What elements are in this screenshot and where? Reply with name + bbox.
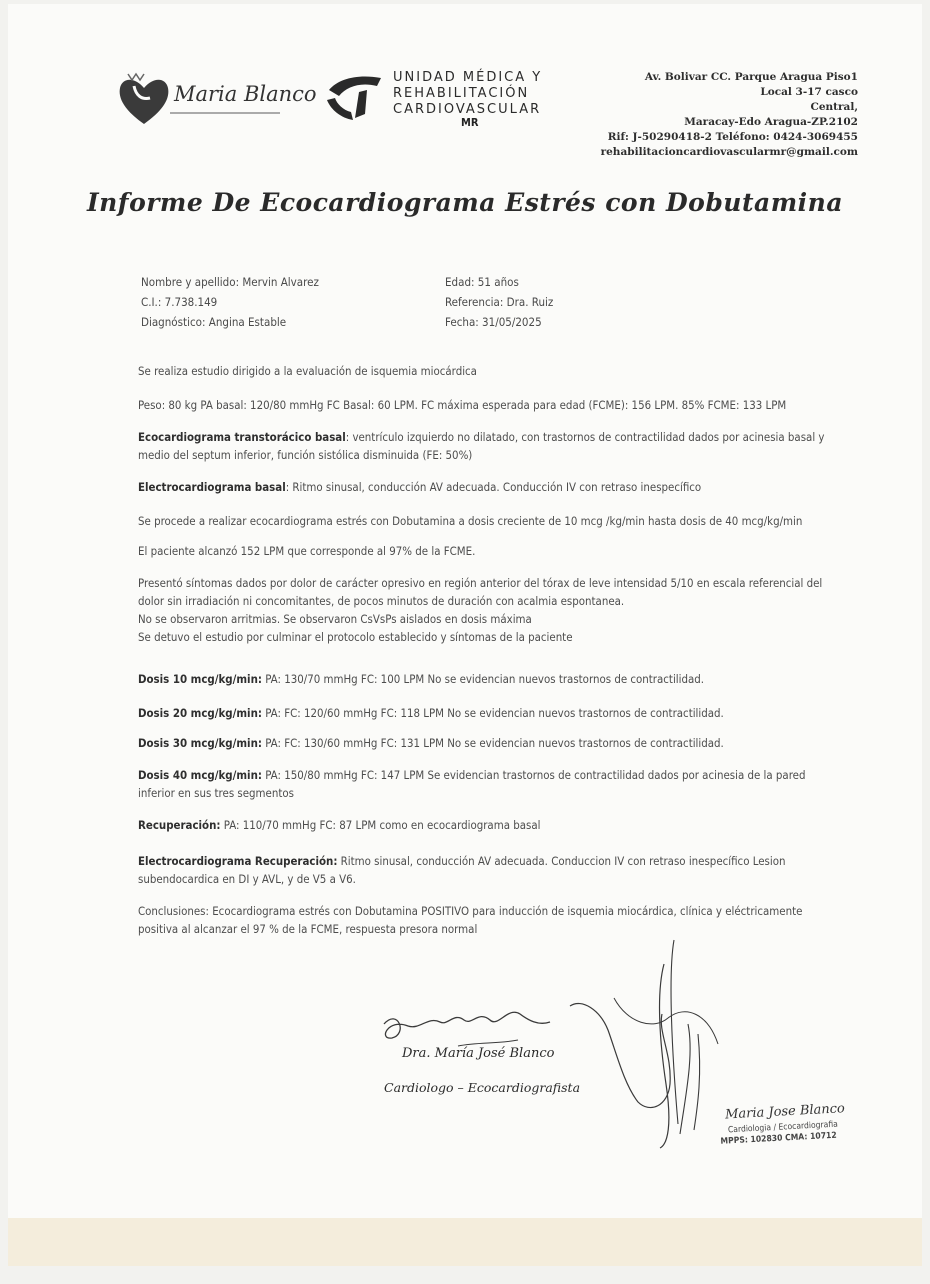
dose-30-paragraph (138, 734, 828, 752)
report-page (8, 4, 922, 1266)
dose-20-paragraph (138, 704, 828, 722)
eco-basal-label: Ecocardiograma transtorácico basal (138, 430, 346, 444)
dose-30-label: Dosis 30 mcg/kg/min: (138, 736, 262, 750)
logo-center-abbr: MR (461, 116, 479, 129)
clinic-address (601, 70, 858, 160)
dose-20-label: Dosis 20 mcg/kg/min: (138, 706, 262, 720)
ecg-recovery-label: Electrocardiograma Recuperación: (138, 854, 338, 868)
procedure-text: Se procede a realizar ecocardiograma estrés con Dobutamina a dosis creciente de 10 mcg /kg/min hasta dosis de 40 mcg/kg/min (138, 514, 803, 528)
report-date: Fecha: 31/05/2025 (445, 315, 542, 329)
ecg-basal-paragraph (138, 478, 828, 496)
logo-left-tagline-rule (170, 112, 280, 114)
patient-ci: C.I.: 7.738.149 (141, 295, 218, 309)
report-title: Informe De Ecocardiograma Estrés con Dobutamina (86, 188, 844, 217)
mr-logo-icon (319, 70, 389, 126)
heart-logo-icon (114, 66, 174, 130)
signature-block (368, 1000, 581, 1110)
patient-age: Edad: 51 años (445, 275, 519, 289)
recovery-text: PA: 110/70 mmHg FC: 87 LPM como en ecocardiograma basal (220, 818, 541, 832)
recovery-paragraph (138, 816, 828, 834)
ecg-recovery-paragraph (138, 852, 828, 888)
dose-40-paragraph (138, 766, 828, 802)
doctor-stamp (711, 1100, 873, 1158)
maria-blanco-logo (114, 62, 317, 132)
dose-30-text: PA: FC: 130/60 mmHg FC: 131 LPM No se evidencian nuevos trastornos de contractilidad. (261, 736, 724, 750)
address-line5: Rif: J-50290418-2 Teléfono: 0424-3069455 (607, 131, 858, 143)
signature-role: Cardiologo – Ecocardiografista (384, 1080, 581, 1095)
dose-40-text: PA: 150/80 mmHg FC: 147 LPM Se evidencian trastornos de contractilidad dados por acinesia de la pared inferior en sus tres segmentos (138, 768, 806, 800)
stamp-role: Cardiologia / Ecocardiografia (727, 1119, 839, 1136)
page-bottom-band (8, 1218, 922, 1266)
address-line2: Local 3-17 casco (760, 86, 858, 98)
logo-left-name: Maria Blanco (174, 82, 317, 106)
patient-info-right (445, 272, 553, 332)
eco-basal-paragraph (138, 428, 828, 464)
signature-name: Dra. María José Blanco (402, 1046, 555, 1061)
conclusions-text: Conclusiones: Ecocardiograma estrés con Dobutamina POSITIVO para inducción de isquemia miocárdica, clínica y eléctricamente positiva al alcanzar el 97 % de la FCME, respuesta presora normal (138, 904, 803, 936)
stamp-ids: MPPS: 102830 CMA: 10712 (720, 1130, 837, 1147)
symptoms-line1: Presentó síntomas dados por dolor de carácter opresivo en región anterior del tórax de leve intensidad 5/10 en escala referencial del dolor sin irradiación ni concomitantes, de pocos minutos de duración con acalmia espontanea. (138, 576, 823, 608)
address-line1: Av. Bolivar CC. Parque Aragua Piso1 (644, 71, 858, 83)
eco-basal-text: : ventrículo izquierdo no dilatado, con trastornos de contractilidad dados por acinesia basal y medio del septum inferior, función sistólica disminuida (FE: 50%) (138, 430, 825, 462)
unidad-medica-logo (313, 66, 573, 136)
dose-10-paragraph (138, 670, 828, 688)
address-line6: rehabilitacioncardiovascularmr@gmail.com (600, 146, 858, 158)
symptoms-line3: Se detuvo el estudio por culminar el protocolo establecido y síntomas de la paciente (138, 630, 573, 644)
address-line3: Central, (810, 101, 858, 113)
ecg-recovery-text: Ritmo sinusal, conducción AV adecuada. Conduccion IV con retraso inespecífico Lesion subendocardica en DI y AVL, y de V5 a V6. (138, 854, 786, 886)
dose-10-label: Dosis 10 mcg/kg/min: (138, 672, 262, 686)
ecg-basal-label: Electrocardiograma basal (138, 480, 286, 494)
dose-40-label: Dosis 40 mcg/kg/min: (138, 768, 262, 782)
intro-text: Se realiza estudio dirigido a la evaluación de isquemia miocárdica (138, 364, 477, 378)
logo-center-line3: CARDIOVASCULAR (393, 102, 542, 117)
reached-text: El paciente alcanzó 152 LPM que corresponde al 97% de la FCME. (138, 544, 476, 558)
ecg-basal-text: : Ritmo sinusal, conducción AV adecuada. Conducción IV con retraso inespecífico (285, 480, 702, 494)
logo-center-line1: UNIDAD MÉDICA Y (393, 70, 543, 85)
patient-diagnosis: Diagnóstico: Angina Estable (141, 315, 287, 329)
dose-20-text: PA: FC: 120/60 mmHg FC: 118 LPM No se evidencian nuevos trastornos de contractilidad. (261, 706, 724, 720)
patient-reference: Referencia: Dra. Ruiz (445, 295, 554, 309)
symptoms-line2: No se observaron arritmias. Se observaron CsVsPs aislados en dosis máxima (138, 612, 532, 626)
dose-10-text: PA: 130/70 mmHg FC: 100 LPM No se evidencian nuevos trastornos de contractilidad. (261, 672, 705, 686)
patient-name: Nombre y apellido: Mervin Alvarez (141, 275, 319, 289)
logo-center-line2: REHABILITACIÓN (393, 86, 530, 101)
vitals-text: Peso: 80 kg PA basal: 120/80 mmHg FC Basal: 60 LPM. FC máxima esperada para edad (FCME): 156 LPM. 85% FCME: 133 LPM (138, 398, 787, 412)
address-line4: Maracay-Edo Aragua-ZP.2102 (684, 116, 858, 128)
patient-info-left (141, 272, 319, 332)
recovery-label: Recuperación: (138, 818, 221, 832)
stamp-name: Maria Jose Blanco (724, 1101, 846, 1123)
symptoms-block (138, 574, 828, 646)
